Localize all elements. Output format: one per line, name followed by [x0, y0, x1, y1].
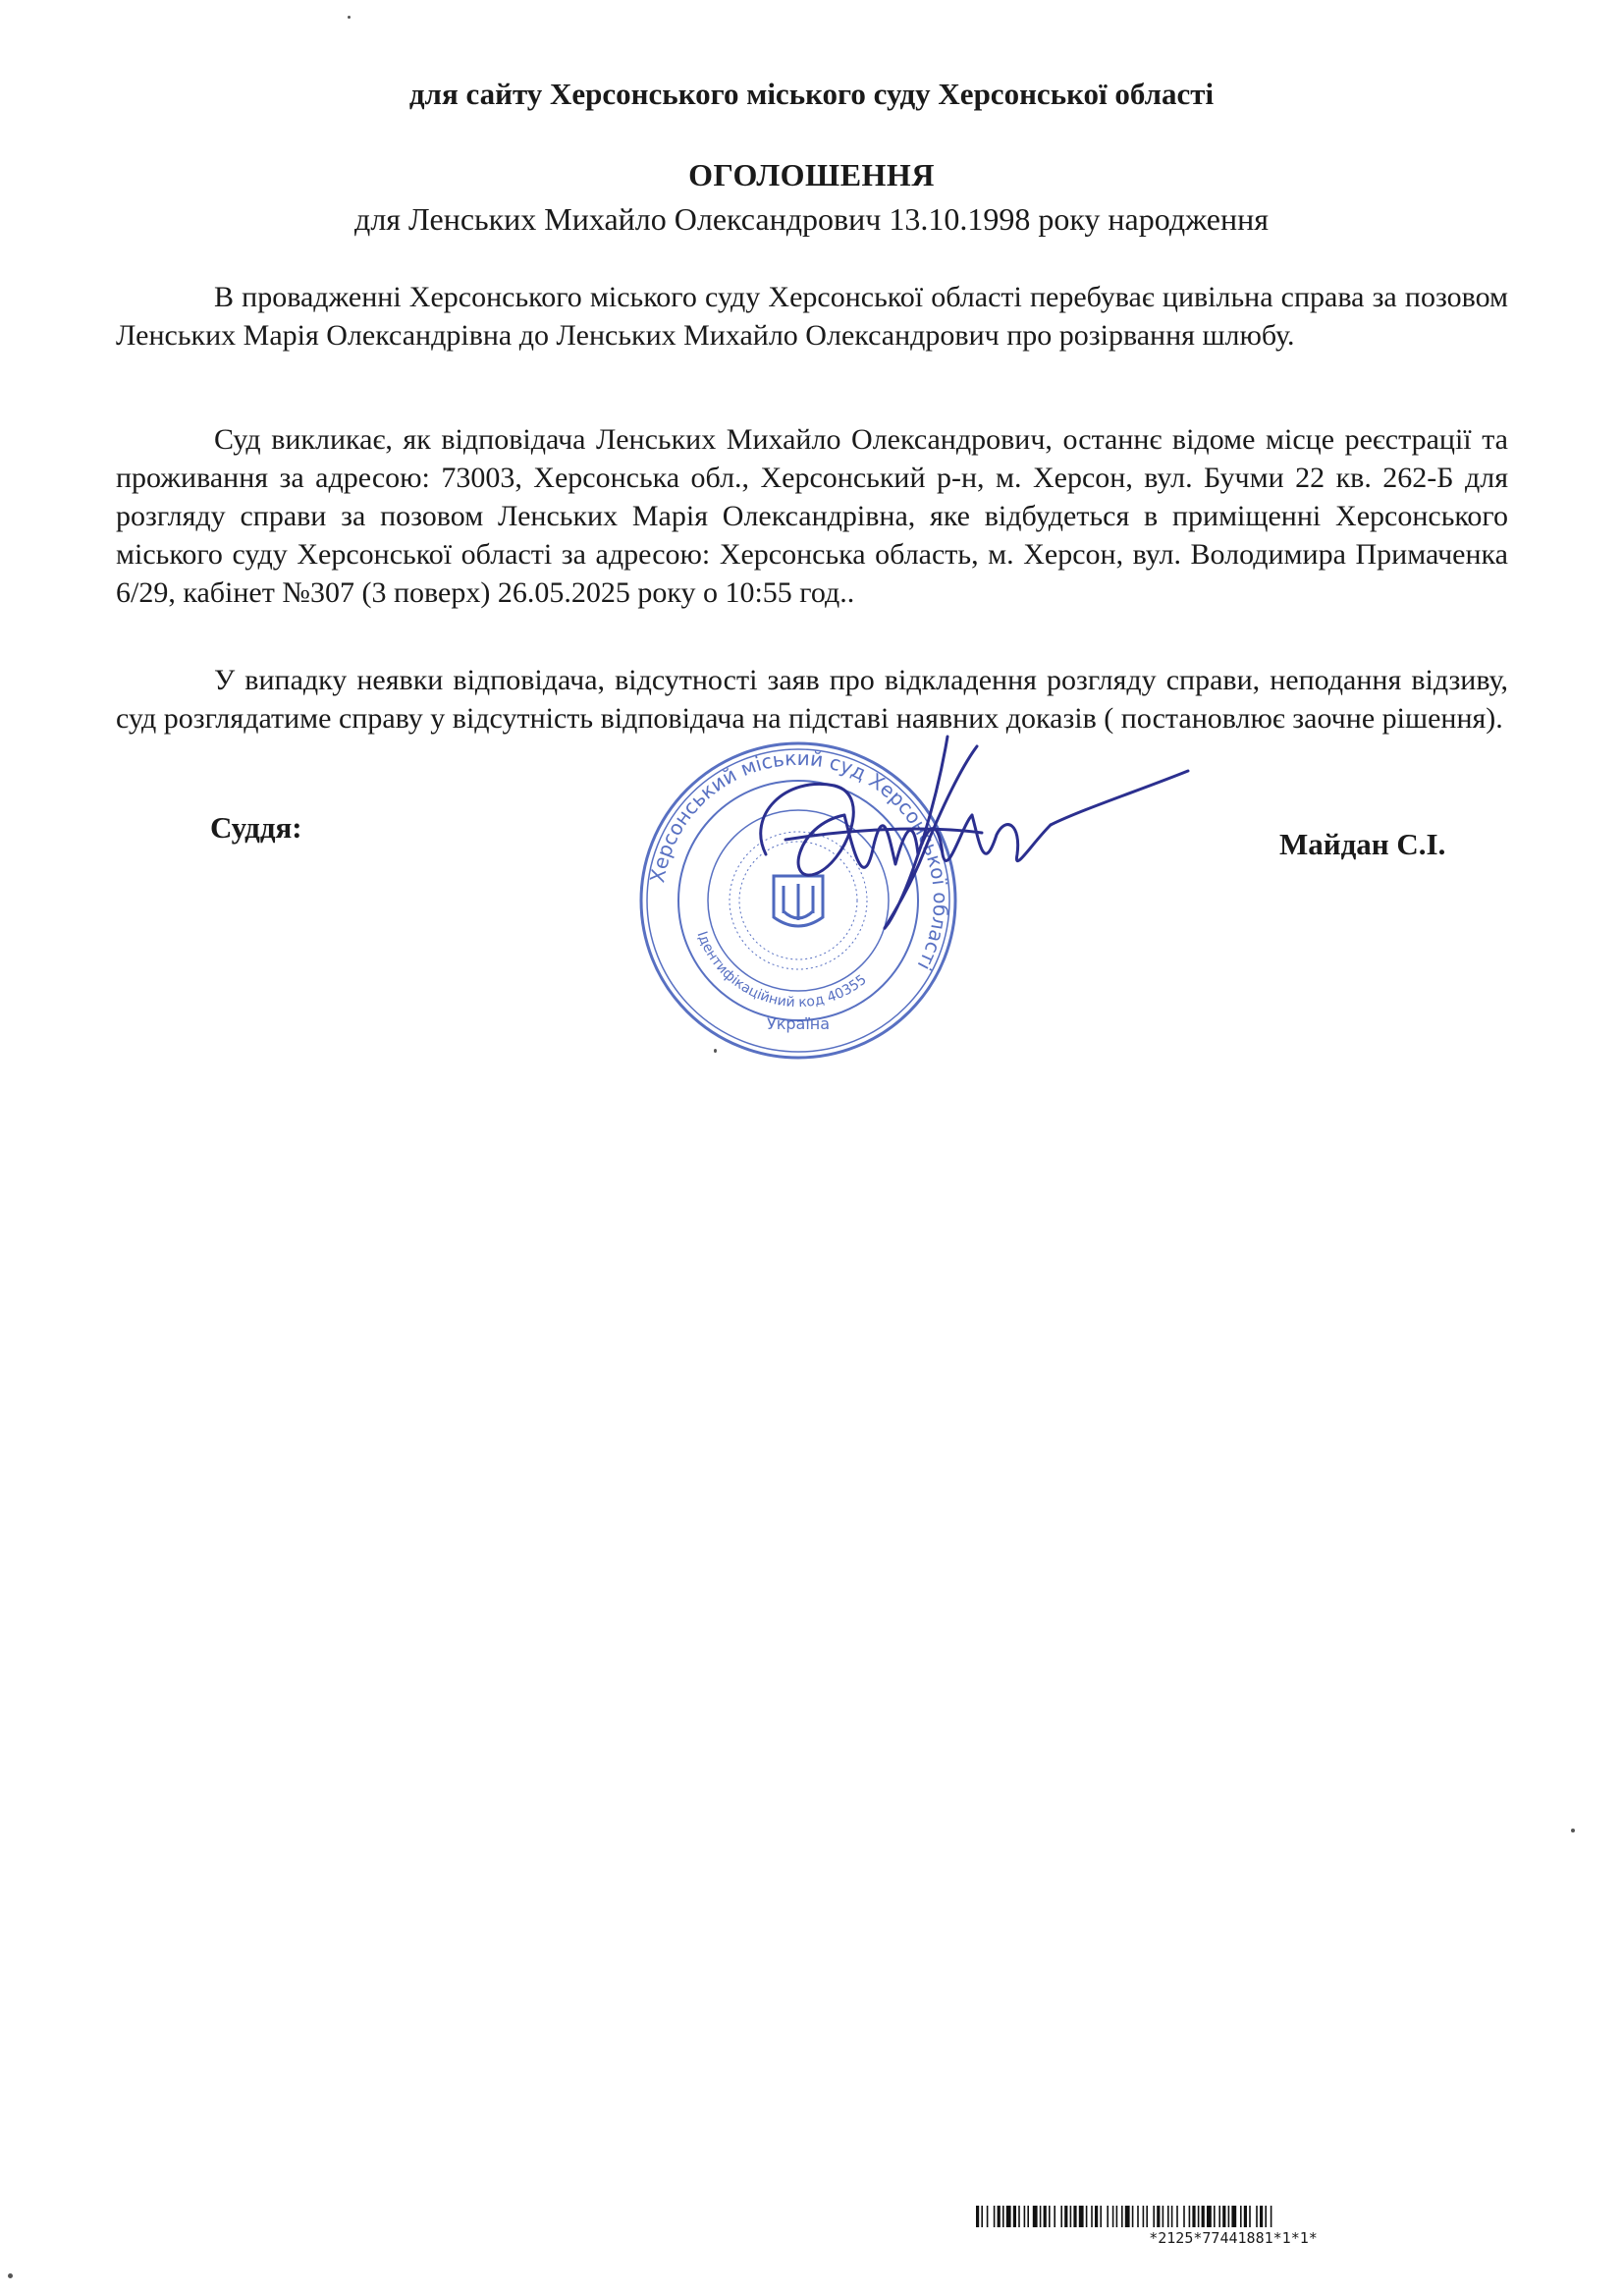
paragraph-3: У випадку неявки відповідача, відсутності заяв про відкладення розгляду справи, неподання відзиву, суд розглядатиме справу у відсутність відповідача на підставі наявних доказів ( постановлює заочне рішення).	[116, 664, 1508, 735]
barcode-bar	[1146, 2206, 1148, 2227]
barcode-bar	[1207, 2206, 1212, 2227]
barcode-bar	[1244, 2206, 1247, 2227]
barcode-bar	[1002, 2206, 1004, 2227]
barcode-bar	[1054, 2206, 1055, 2227]
barcode-bar	[1100, 2206, 1102, 2227]
barcode-bar	[1271, 2206, 1272, 2227]
seal-inner-text: Ідентифікаційний код 40355	[693, 929, 870, 1011]
barcode-bar	[1222, 2206, 1225, 2227]
barcode-bar	[981, 2206, 983, 2227]
seal-outer-text: Херсонський міський суд Херсонської області	[645, 745, 953, 975]
barcode-bar	[998, 2206, 1001, 2227]
barcode-bar	[1189, 2206, 1191, 2227]
scan-speck	[348, 16, 351, 19]
judge-label: Суддя:	[210, 810, 302, 845]
barcode	[976, 2206, 1490, 2274]
paragraph-2: Суд викликає, як відповідача Ленських Михайло Олександрович, останнє відоме місце реєстрації та проживання за адресою: 73003, Херсонська обл., Херсонський р-н, м. Херсон, вул. Бучми 22 кв. 262-Б для розгляду справи за позовом Ленських Марія Олександрівна, яке відбудеться в приміщенні Херсонського міського суду Херсонської області за адресою: Херсонська область, м. Херсон, вул. Володимира Примаченка 6/29, кабінет №307 (3 поверх) 26.05.2025 року о 10:55 год..	[116, 423, 1508, 609]
barcode-bar	[1143, 2206, 1145, 2227]
barcode-bar	[1256, 2206, 1258, 2227]
barcode-bar	[1064, 2206, 1067, 2227]
barcode-bar	[1018, 2206, 1020, 2227]
barcode-bar	[1167, 2206, 1169, 2227]
barcode-bar	[1116, 2206, 1118, 2227]
barcode-bar	[1049, 2206, 1051, 2227]
barcode-bar	[1112, 2206, 1114, 2227]
barcode-bar	[1260, 2206, 1263, 2227]
barcode-bar	[1091, 2206, 1093, 2227]
barcode-bar	[987, 2206, 989, 2227]
barcode-bar	[1137, 2206, 1139, 2227]
barcode-bar	[1060, 2206, 1062, 2227]
barcode-bar	[1033, 2206, 1038, 2227]
barcode-bar	[1228, 2206, 1230, 2227]
barcode-bar	[1070, 2206, 1072, 2227]
barcode-bar	[1176, 2206, 1178, 2227]
barcode-bar	[1013, 2206, 1016, 2227]
barcode-bar	[1183, 2206, 1185, 2227]
barcode-bar	[1153, 2206, 1155, 2227]
barcode-bar	[1024, 2206, 1026, 2227]
barcode-bar	[1079, 2206, 1084, 2227]
barcode-bar	[1006, 2206, 1011, 2227]
barcode-bar	[1040, 2206, 1042, 2227]
barcode-bar	[994, 2206, 996, 2227]
header-line: для сайту Херсонського міського суду Херсонської області	[408, 77, 1215, 111]
barcode-bars	[976, 2206, 1490, 2227]
barcode-bar	[1132, 2206, 1134, 2227]
paragraph-1: В провадженні Херсонського міського суду Херсонської області перебуває цивільна справа за позовом Ленських Марія Олександрівна до Ленських Михайло Олександрович про розірвання шлюбу.	[116, 281, 1508, 352]
barcode-bar	[1125, 2206, 1130, 2227]
barcode-bar	[1095, 2206, 1098, 2227]
barcode-bar	[1218, 2206, 1220, 2227]
barcode-bar	[1198, 2206, 1200, 2227]
barcode-bar	[1121, 2206, 1123, 2227]
barcode-bar	[1265, 2206, 1267, 2227]
barcode-bar	[1171, 2206, 1173, 2227]
judge-name: Майдан С.І.	[1279, 827, 1446, 861]
barcode-bar	[1027, 2206, 1029, 2227]
scan-speck	[8, 2273, 13, 2278]
seal-bottom-text: Україна	[766, 1014, 831, 1033]
barcode-bar	[1157, 2206, 1160, 2227]
barcode-bar	[976, 2206, 979, 2227]
barcode-text: *2125*77441881*1*1*	[1149, 2229, 1318, 2247]
barcode-bar	[1163, 2206, 1164, 2227]
barcode-bar	[1107, 2206, 1109, 2227]
barcode-bar	[1240, 2206, 1242, 2227]
judge-signature	[727, 707, 1217, 962]
barcode-bar	[1231, 2206, 1236, 2227]
scan-speck	[1571, 1829, 1575, 1832]
document-title: ОГОЛОШЕННЯ	[688, 157, 935, 192]
barcode-bar	[1192, 2206, 1195, 2227]
scan-speck	[714, 1049, 717, 1053]
barcode-bar	[1044, 2206, 1047, 2227]
document-subtitle: для Ленських Михайло Олександрович 13.10.1998 року народження	[354, 201, 1269, 237]
barcode-bar	[1214, 2206, 1216, 2227]
barcode-bar	[1202, 2206, 1205, 2227]
barcode-bar	[1073, 2206, 1076, 2227]
barcode-bar	[1249, 2206, 1251, 2227]
barcode-bar	[1086, 2206, 1088, 2227]
